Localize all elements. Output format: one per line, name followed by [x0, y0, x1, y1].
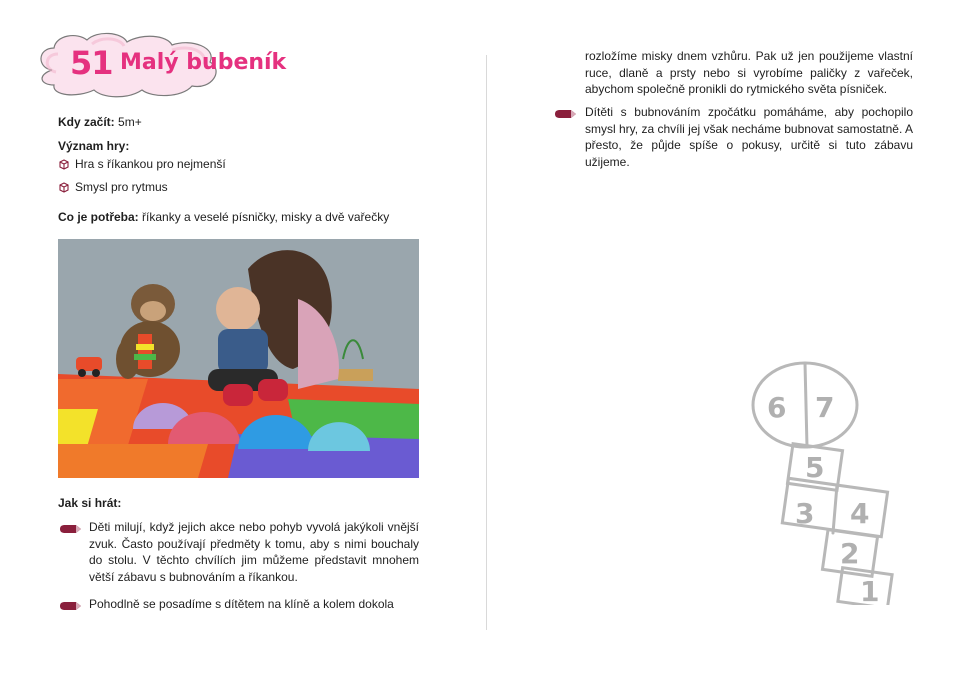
bullet-paragraph: Dítěti s bubnováním zpočátku pomáháme, aby pochopilo smysl hry, za chvíli jej však necháme bubnovat samostatně. A přesto, že půjde spíše o pokusy, určitě si tuto zábavu užijeme. [585, 105, 913, 169]
bullet-paragraph: Pohodlně se posadíme s dítětem na klíně a kolem dokola [89, 597, 394, 611]
page-divider [486, 55, 487, 630]
meaning-label: Význam hry: [58, 139, 130, 153]
title-number: 51 [70, 44, 113, 82]
hop-number: 2 [840, 537, 860, 570]
page-title: Malý bubeník [120, 50, 287, 75]
continued-paragraph: rozložíme misky dnem vzhůru. Pak už jen použijeme vlastní ruce, dlaně a prsty nebo si vyrobíme paličky z vařeček, abychom společně pronikli do rytmického světa písniček. [585, 49, 913, 96]
hop-number: 1 [860, 575, 880, 605]
hopscotch-drawing [745, 355, 925, 605]
hop-number: 4 [850, 497, 870, 530]
start-age [58, 114, 142, 130]
meaning-item: Hra s říkankou pro nejmenší [58, 157, 226, 171]
pencil-bullet-icon [58, 601, 82, 611]
start-label: Kdy začít: [58, 115, 115, 129]
start-value: 5m+ [118, 115, 142, 129]
hop-number: 6 [767, 391, 787, 424]
needs-label: Co je potřeba: [58, 210, 139, 224]
cube-icon [58, 181, 70, 193]
hop-number: 7 [815, 391, 835, 424]
cube-icon [58, 158, 70, 170]
meaning-heading [58, 138, 129, 154]
bullet-paragraph: Děti milují, když jejich akce nebo pohyb vyvolá jakýkoli vnější zvuk. Často používají předměty k tomu, aby s nimi bouchaly do stolu. V těchto chvílích jim můžeme představit mnohem větší zábavu s bubnováním a říkankou. [89, 520, 419, 584]
needs-value: říkanky a veselé písničky, misky a dvě vařečky [142, 210, 390, 224]
photo-child-drumming [58, 239, 419, 478]
how-to-play-heading: Jak si hrát: [58, 496, 122, 510]
pencil-bullet-icon [58, 524, 82, 534]
needs [58, 209, 389, 225]
hop-number: 3 [795, 497, 815, 530]
meaning-item: Smysl pro rytmus [58, 180, 168, 194]
hop-number: 5 [805, 451, 825, 484]
pencil-bullet-icon [553, 109, 577, 119]
